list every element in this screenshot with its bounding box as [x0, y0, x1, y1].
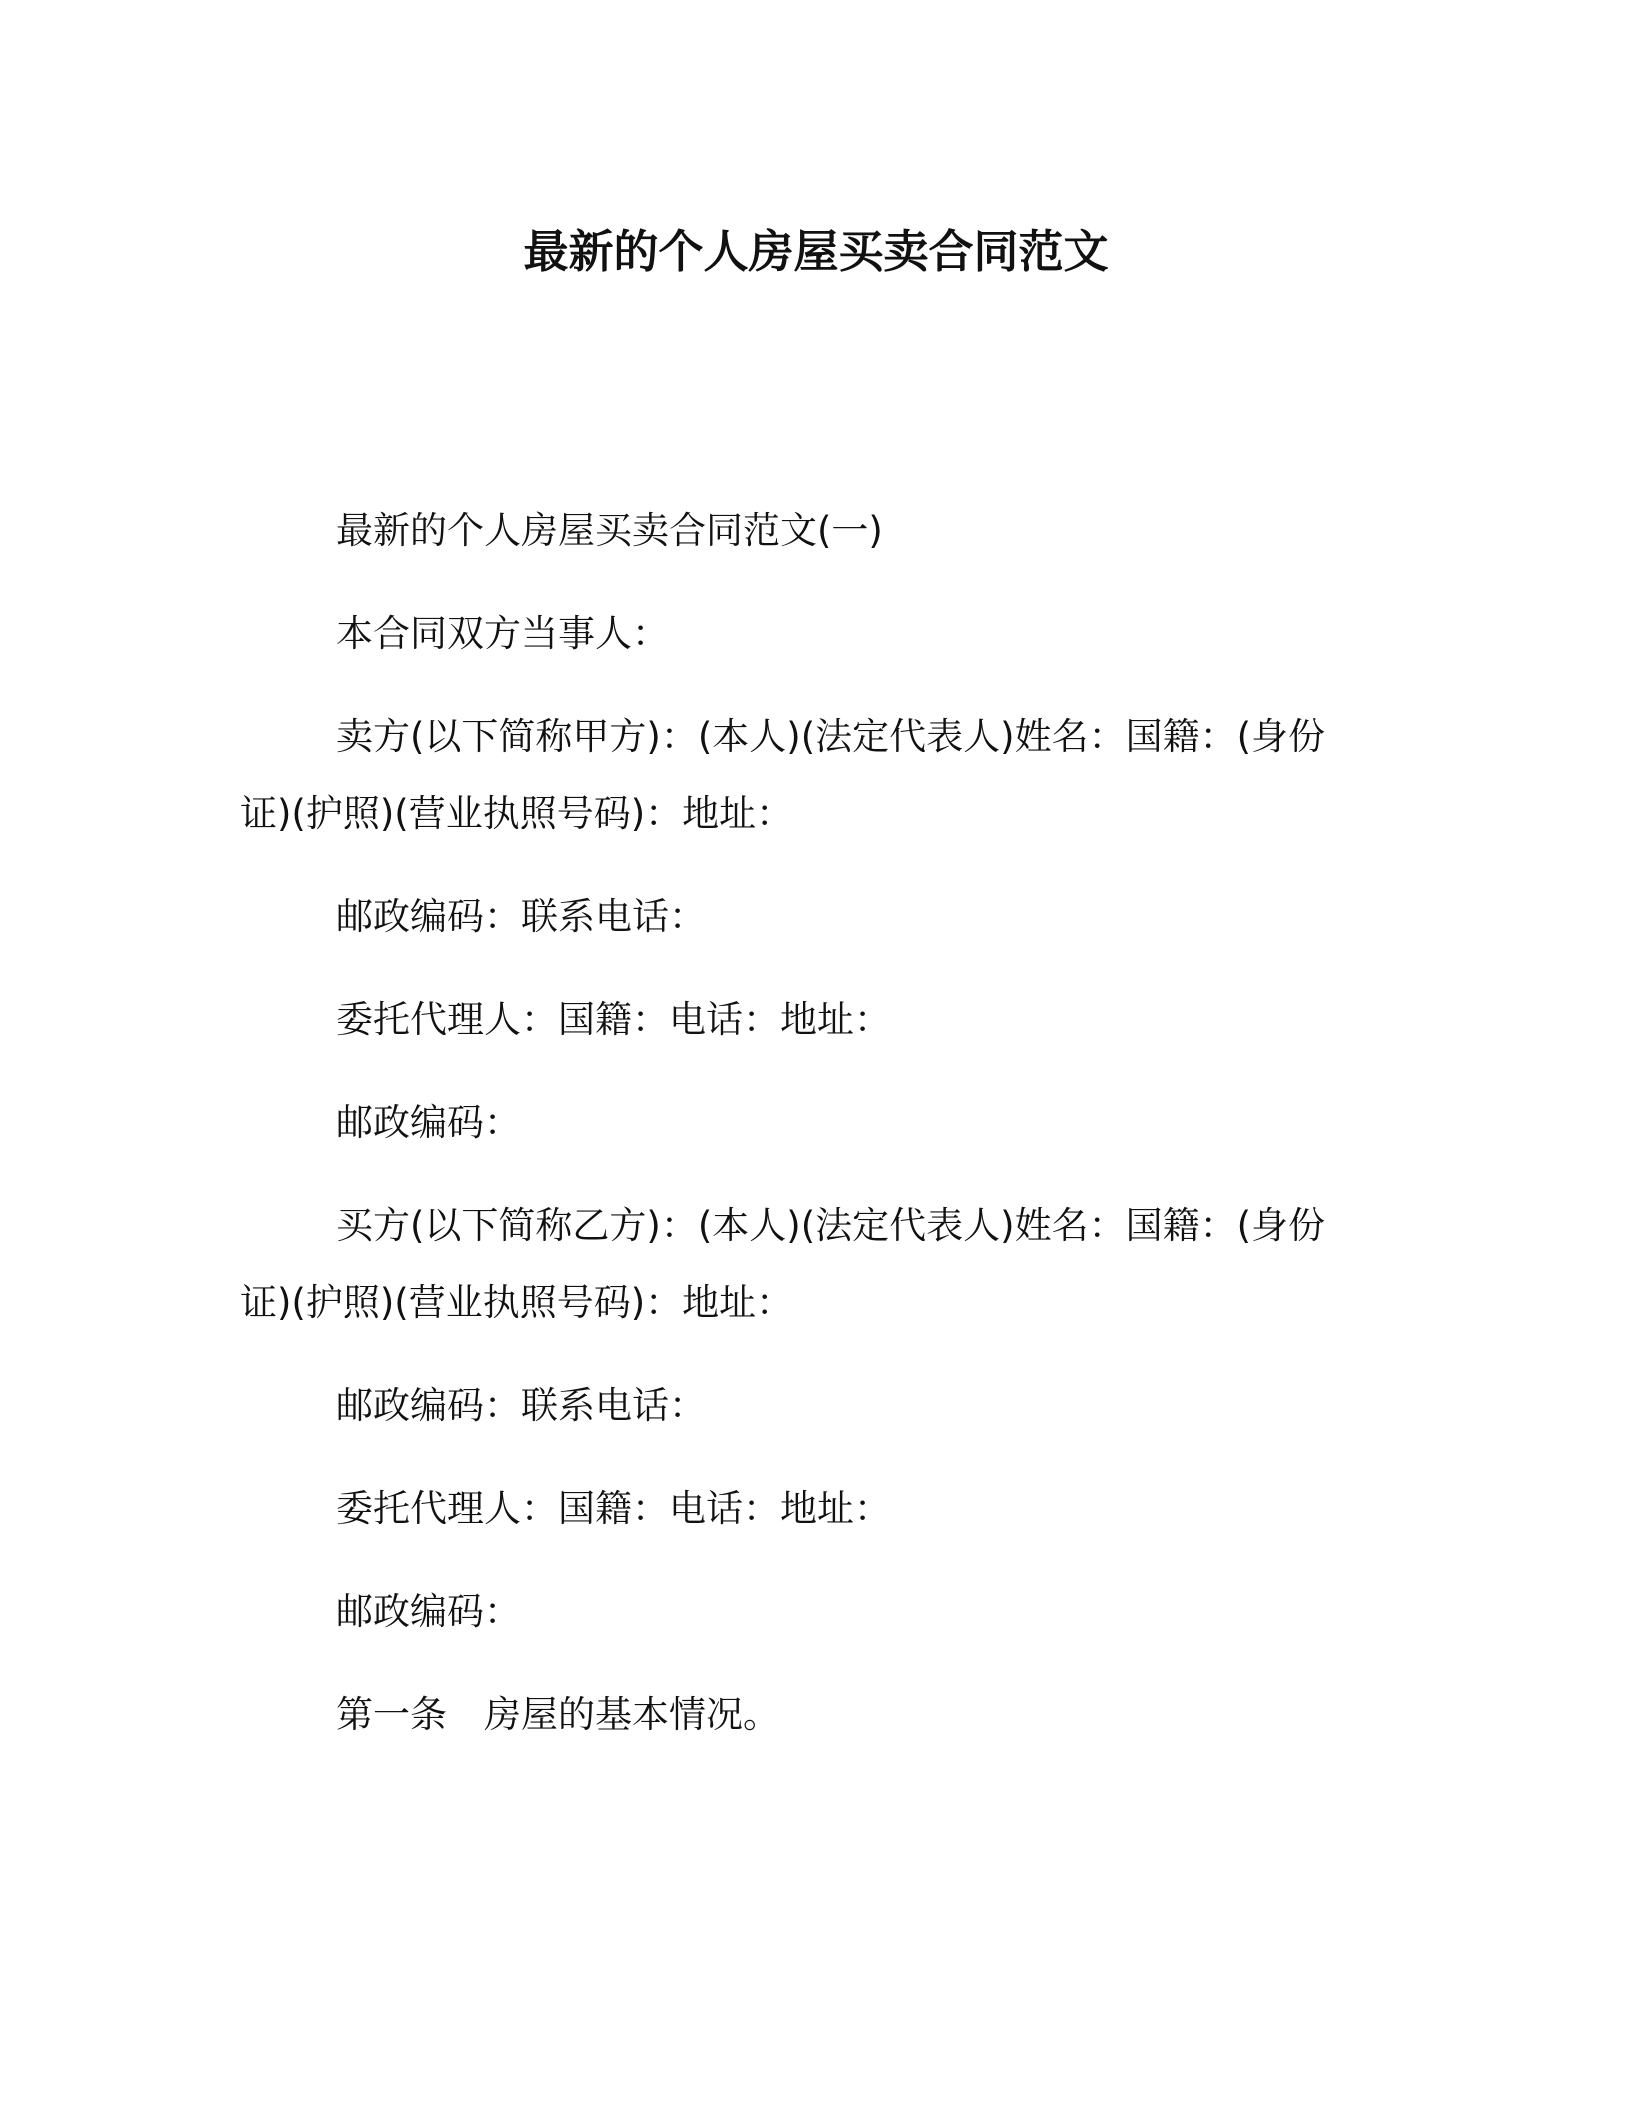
document-title: 最新的个人房屋买卖合同范文 — [523, 225, 1109, 278]
paragraph-buyer-contact: 邮政编码：联系电话： — [336, 1384, 706, 1427]
paragraph-seller-agent-postcode: 邮政编码： — [336, 1101, 521, 1144]
paragraph-seller-contact: 邮政编码：联系电话： — [336, 895, 706, 938]
paragraph-seller-agent: 委托代理人：国籍：电话：地址： — [336, 998, 891, 1041]
document-body — [240, 492, 1350, 1779]
paragraph-subtitle: 最新的个人房屋买卖合同范文(一) — [336, 509, 883, 552]
paragraph-parties-intro: 本合同双方当事人： — [336, 612, 669, 655]
paragraph-buyer-agent: 委托代理人：国籍：电话：地址： — [336, 1487, 891, 1530]
paragraph-seller-info: 卖方(以下简称甲方)：(本人)(法定代表人)姓名：国籍：(身份证)(护照)(营业执照号码)：地址： — [240, 715, 1326, 835]
paragraph-buyer-agent-postcode: 邮政编码： — [336, 1590, 521, 1633]
paragraph-buyer-info: 买方(以下简称乙方)：(本人)(法定代表人)姓名：国籍：(身份证)(护照)(营业执照号码)：地址： — [240, 1204, 1326, 1324]
paragraph-article-one: 第一条 房屋的基本情况。 — [336, 1693, 780, 1736]
